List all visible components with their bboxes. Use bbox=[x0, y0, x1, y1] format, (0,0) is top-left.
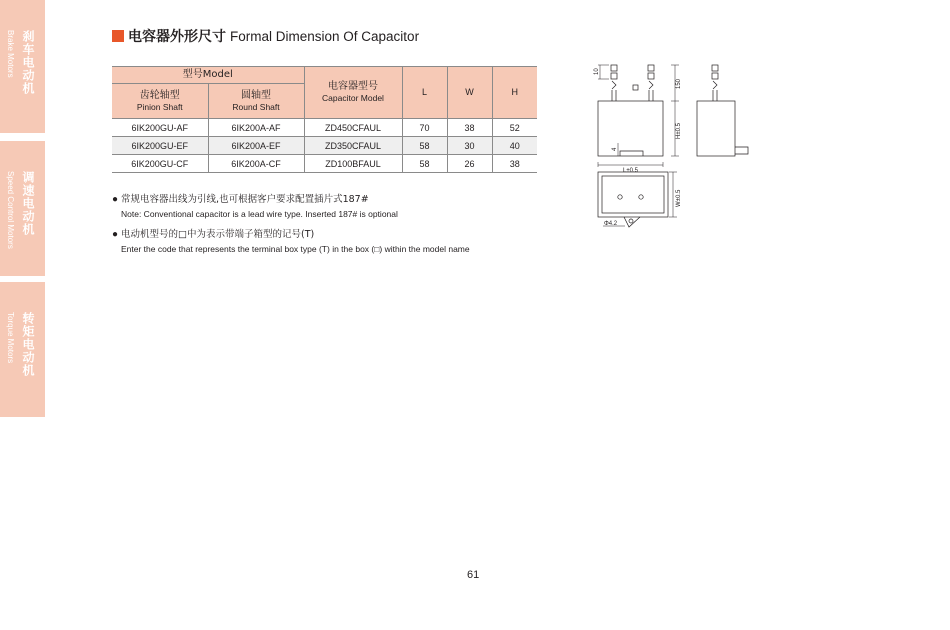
round-shaft-header-cn: 圆轴型 bbox=[241, 89, 271, 101]
dim-150-label: 150 bbox=[676, 78, 682, 89]
col-l-header: L bbox=[402, 67, 447, 119]
cell-h: 38 bbox=[492, 155, 537, 173]
cell-pinion: 6IK200GU-CF bbox=[112, 155, 208, 173]
dim-w-label: W±0.5 bbox=[676, 189, 682, 207]
side-tab-label-cn: 刹车电动机 bbox=[21, 30, 35, 95]
note-terminal-box-en: Enter the code that represents the terminal box type (T) in the box (□) within the model name bbox=[121, 244, 470, 254]
note-terminal-box-cn bbox=[112, 226, 314, 240]
col-w-header: W bbox=[447, 67, 492, 119]
mount-bracket-front bbox=[620, 151, 643, 156]
cell-l: 70 bbox=[402, 119, 447, 137]
side-tab-label-cn: 转矩电动机 bbox=[21, 312, 35, 377]
terminal-hole bbox=[618, 195, 622, 199]
cell-round: 6IK200A-EF bbox=[208, 137, 304, 155]
side-tab-label-en: Speed Control Motors bbox=[6, 171, 15, 249]
round-shaft-header-en: Round Shaft bbox=[232, 101, 280, 112]
capacitor-model-header-en: Capacitor Model bbox=[322, 93, 384, 104]
lead-wires-front bbox=[611, 65, 654, 101]
capacitor-top-view bbox=[598, 172, 668, 217]
side-tab-label-en: Brake Motors bbox=[6, 30, 15, 78]
page-number: 61 bbox=[467, 569, 480, 581]
capacitor-dimension-drawing bbox=[585, 55, 765, 240]
mount-bracket-side bbox=[735, 147, 748, 154]
title-square-icon bbox=[112, 30, 124, 42]
capacitor-side-body bbox=[697, 101, 735, 156]
note-lead-wire-cn bbox=[112, 191, 369, 205]
capacitor-model-header bbox=[304, 67, 402, 119]
dim-l-label: L±0.5 bbox=[623, 168, 638, 174]
dim-4-label: 4 bbox=[612, 147, 618, 151]
cell-w: 30 bbox=[447, 137, 492, 155]
cell-round: 6IK200A-CF bbox=[208, 155, 304, 173]
lead-wires-side bbox=[712, 65, 718, 101]
table-row bbox=[112, 137, 537, 155]
pinion-shaft-header-en: Pinion Shaft bbox=[136, 101, 183, 112]
pinion-shaft-header bbox=[112, 84, 208, 119]
terminal-hole bbox=[639, 195, 643, 199]
side-tab-torque-motors[interactable] bbox=[0, 282, 45, 417]
mount-tab-top bbox=[624, 217, 640, 227]
cell-w: 26 bbox=[447, 155, 492, 173]
cell-capacitor: ZD450CFAUL bbox=[304, 119, 402, 137]
dim-h-label: H±0.5 bbox=[676, 123, 682, 139]
cell-h: 52 bbox=[492, 119, 537, 137]
round-shaft-header bbox=[208, 84, 304, 119]
bullet-icon: ● bbox=[112, 194, 119, 205]
side-tab-brake-motors[interactable] bbox=[0, 0, 45, 133]
capacitor-dimension-table bbox=[112, 66, 537, 173]
capacitor-model-header-cn: 电容器型号 bbox=[328, 81, 378, 93]
note-text: 电动机型号的□中为表示带端子箱型的记号(T) bbox=[121, 229, 315, 240]
capacitor-front-body bbox=[598, 101, 663, 156]
table-row bbox=[112, 155, 537, 173]
cell-pinion: 6IK200GU-AF bbox=[112, 119, 208, 137]
note-text: 常规电容器出线为引线,也可根据客户要求配置插片式187# bbox=[121, 194, 369, 205]
dim-phi-label: Φ4.2 bbox=[604, 221, 618, 227]
section-title bbox=[112, 27, 419, 45]
capacitor-top-inner bbox=[602, 176, 664, 213]
cell-w: 38 bbox=[447, 119, 492, 137]
cell-l: 58 bbox=[402, 155, 447, 173]
cell-round: 6IK200A-AF bbox=[208, 119, 304, 137]
title-en: Formal Dimension Of Capacitor bbox=[230, 28, 420, 44]
pinion-shaft-header-cn: 齿轮轴型 bbox=[139, 89, 180, 101]
mount-hole bbox=[629, 219, 633, 223]
cell-pinion: 6IK200GU-EF bbox=[112, 137, 208, 155]
cell-capacitor: ZD350CFAUL bbox=[304, 137, 402, 155]
side-tab-speed-control-motors[interactable] bbox=[0, 141, 45, 276]
note-lead-wire-en: Note: Conventional capacitor is a lead wire type. Inserted 187# is optional bbox=[121, 209, 398, 219]
side-tab-label-cn: 调速电动机 bbox=[21, 171, 35, 236]
cell-h: 40 bbox=[492, 137, 537, 155]
table-row bbox=[112, 119, 537, 137]
title-cn: 电容器外形尺寸 bbox=[128, 29, 226, 45]
side-tab-label-en: Torque Motors bbox=[6, 312, 15, 364]
cell-l: 58 bbox=[402, 137, 447, 155]
cell-capacitor: ZD100BFAUL bbox=[304, 155, 402, 173]
bullet-icon: ● bbox=[112, 229, 119, 240]
model-header: 型号Model bbox=[112, 67, 304, 84]
col-h-header: H bbox=[492, 67, 537, 119]
dim-10-label: 10 bbox=[594, 68, 600, 75]
